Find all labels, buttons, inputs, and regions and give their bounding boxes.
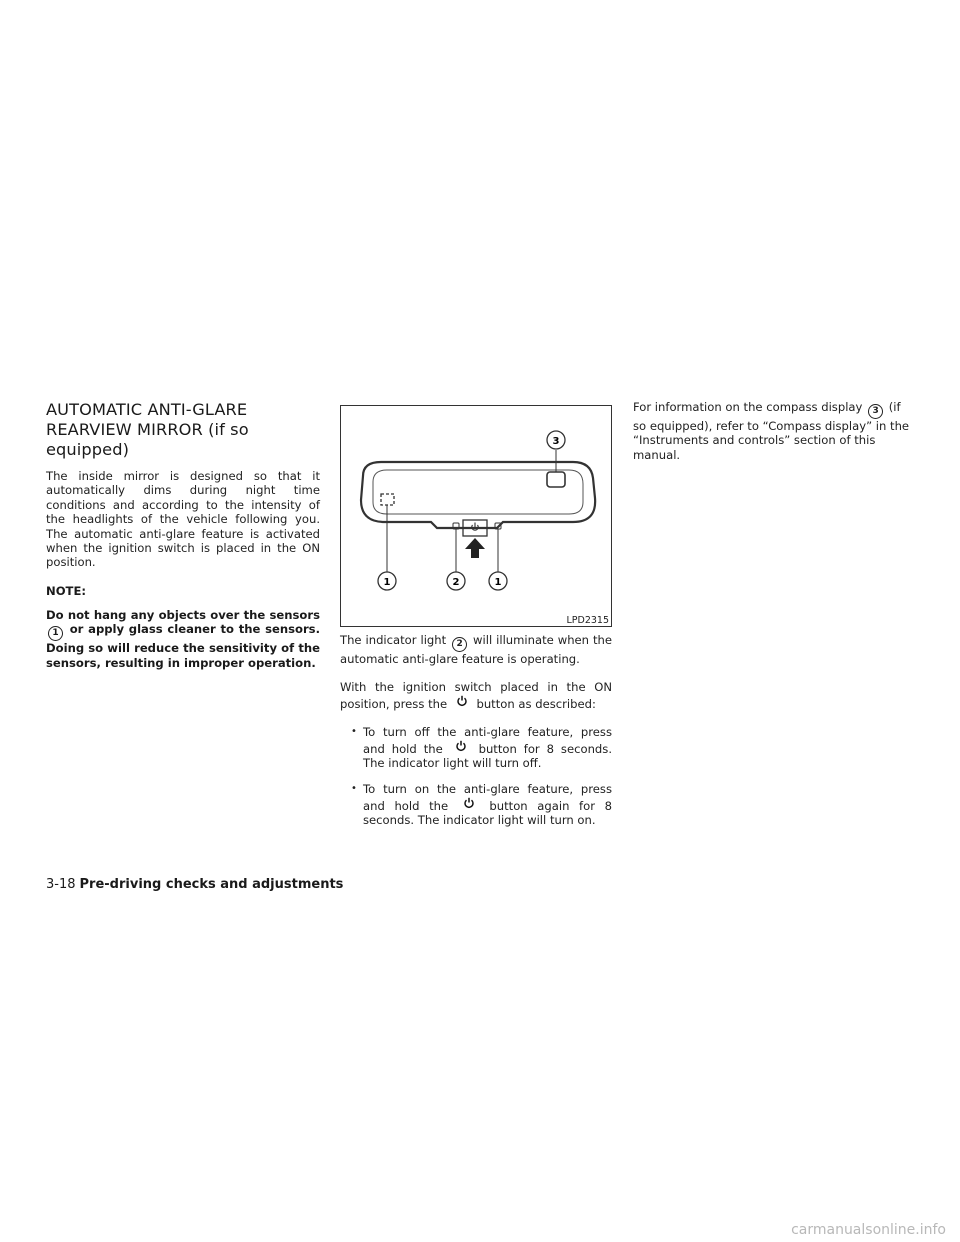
left-column: [46, 400, 320, 670]
up-arrow-icon: [465, 538, 485, 558]
middle-column: [340, 405, 612, 840]
heading-line-2: REARVIEW MIRROR (if so equipped): [46, 420, 249, 459]
callout-1-left: 1: [383, 577, 391, 588]
section-title: Pre-driving checks and adjustments: [79, 877, 344, 892]
callout-marker-1: 1: [48, 626, 63, 641]
page-number: 3-18: [46, 877, 76, 892]
mirror-glass: [373, 470, 583, 514]
callout-marker-2: 2: [452, 637, 467, 652]
callout-2: 2: [452, 577, 460, 588]
compass-paragraph: For information on the compass display 3 (if so equipped), refer to “Compass display” in the “Instruments and controls” section of this manual.: [633, 400, 910, 462]
heading-line-1: AUTOMATIC ANTI-GLARE: [46, 400, 248, 419]
indicator-paragraph: The indicator light 2 will illuminate when the automatic anti-glare feature is operating.: [340, 633, 612, 666]
note-label: NOTE:: [46, 583, 87, 598]
list-item: • To turn on the anti-glare feature, press and hold the button again for 8 seconds. The indicator light will turn on.: [340, 782, 612, 827]
instruction-list: [340, 725, 612, 827]
list-item: • To turn off the anti-glare feature, press and hold the button for 8 seconds. The indicator light will turn off.: [340, 725, 612, 770]
power-icon: [451, 695, 473, 709]
callout-1-right: 1: [494, 577, 502, 588]
power-icon: [450, 740, 472, 754]
front-sensor: [381, 494, 394, 505]
watermark: carmanualsonline.info: [791, 1222, 946, 1238]
callout-3: 3: [552, 436, 560, 447]
note-text: Do not hang any objects over the sensors 1 or apply glass cleaner to the sensors. Doing so will reduce the sensitivity of the sensors, resulting in improper operation.: [46, 607, 320, 670]
section-heading: [46, 400, 320, 460]
figure-code: LPD2315: [566, 615, 609, 626]
compass-display: [547, 472, 565, 487]
right-column: [633, 400, 915, 476]
callout-marker-3: 3: [868, 404, 883, 419]
power-icon: [458, 797, 480, 811]
mirror-figure: [340, 405, 612, 627]
intro-paragraph: The inside mirror is designed so that it automatically dims during night time conditions and according to the intensity of the headlights of the vehicle following you. The automatic anti-glare feature is activated when the ignition switch is placed in the ON position.: [46, 469, 320, 570]
press-paragraph: With the ignition switch placed in the ON position, press the button as described:: [340, 680, 612, 711]
page-footer: [46, 876, 343, 894]
rearview-mirror-diagram: [341, 406, 611, 626]
